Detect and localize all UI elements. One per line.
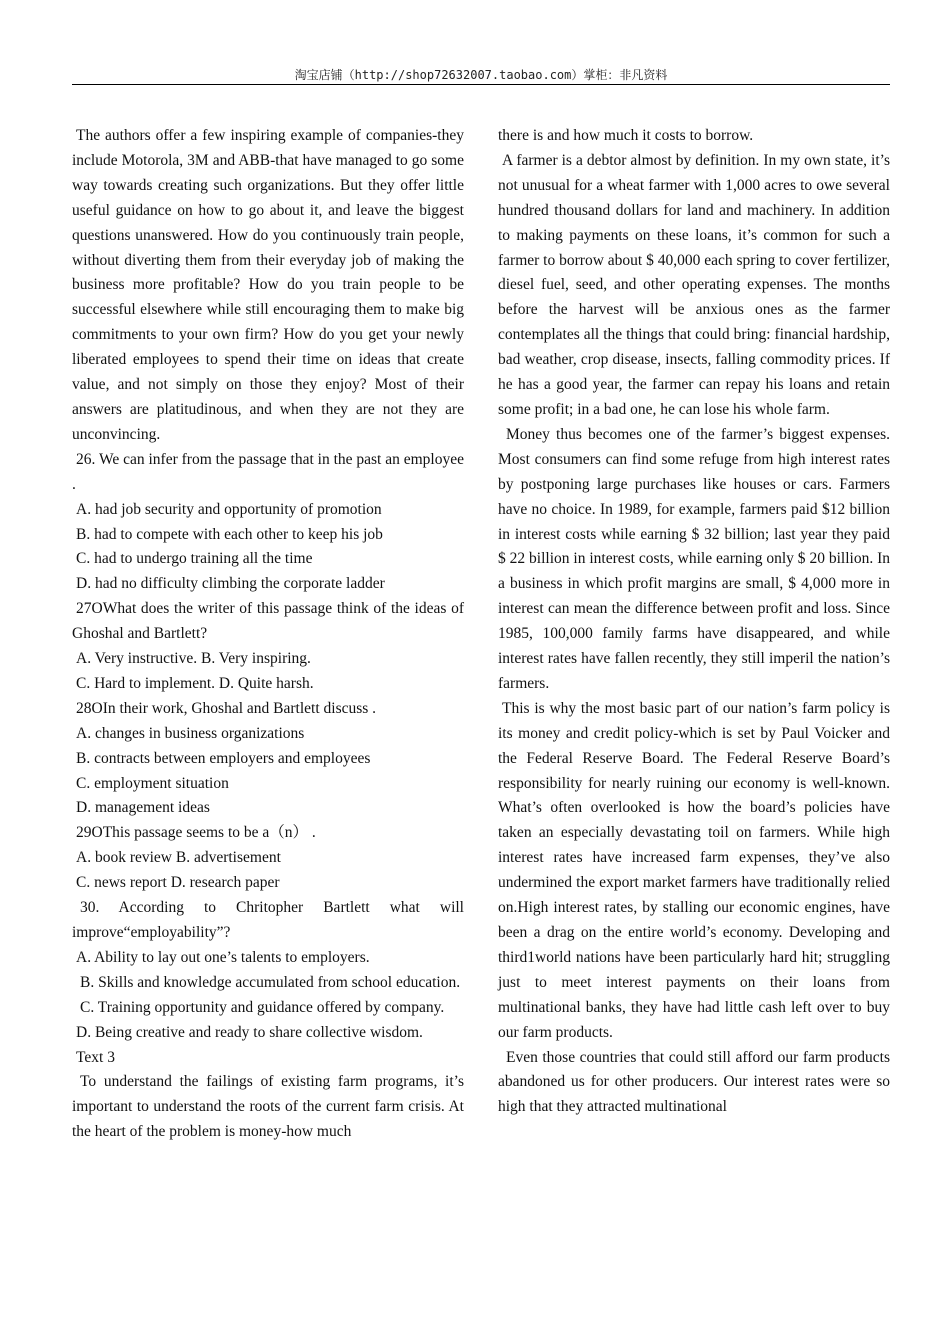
question-26: 26. We can infer from the passage that in the past an employee .: [72, 450, 464, 493]
option-28-b: B. contracts between employers and employees: [76, 749, 371, 767]
section-heading-text-3: Text 3: [76, 1048, 115, 1066]
question-27: 27OWhat does the writer of this passage think of the ideas of Ghoshal and Bartlett?: [72, 600, 464, 643]
options-29-cd: C. news report D. research paper: [76, 874, 280, 892]
page-header: 淘宝店铺（http://shop72632007.taobao.com）掌柜：非凡资料: [294, 68, 668, 82]
right-column: [498, 124, 890, 1120]
options-27-ab: A. Very instructive. B. Very inspiring.: [76, 650, 311, 668]
passage-paragraph: The authors offer a few inspiring example of companies-they include Motorola, 3M and ABB-that have managed to go some way towards creating such organizations. But they offer little useful guidance on how to go about it, and leave the biggest questions unanswered. How do you continuously train people, without diverting them from their everyday job of making the business more profitable? How do you train people to be successful elsewhere while still encouraging them to make big commitments to your own firm? How do you get your newly liberated employees to spend their time on ideas that create value, and not simply on those they enjoy? Most of their answers are platitudinous, and when they are not they are unconvincing.: [72, 127, 464, 443]
option-26-a: A. had job security and opportunity of promotion: [76, 500, 382, 518]
header-rule: [72, 84, 890, 85]
option-30-a: A. Ability to lay out one’s talents to employers.: [76, 948, 370, 966]
text-3-paragraph-2: A farmer is a debtor almost by definition. In my own state, it’s not unusual for a wheat farmer with 1,000 acres to owe several hundred thousand dollars for land and machinery. In addition to making payments on these loans, it’s common for such a farmer to borrow about $ 40,000 each spring to cover fertilizer, diesel fuel, seed, and other operating expenses. The months before the harvest will be anxious ones as the farmer contemplates all the things that could bring: financial hardship, bad weather, crop disease, insects, falling commodity prices. If he has a good year, the farmer can repay his loans and retain some profit; in a bad one, he can lose his whole farm.: [498, 151, 890, 418]
option-26-b: B. had to compete with each other to keep his job: [76, 525, 383, 543]
text-3-paragraph-4: This is why the most basic part of our nation’s farm policy is its money and credit policy-which is set by Paul Voicker and the Federal Reserve Board. The Federal Reserve Board’s responsibility for nearly ruining our economy is well-known. What’s often overlooked is how the board’s policies have taken an especially devastating toil on farmers. While high interest rates have increased farm expenses, they’ve also undermined the export market farmers have traditionally relied on.High interest rates, by stalling our economic engines, have been a drag on the entire world’s economy. Developing and third1world nations have been particularly hard hit; struggling just to meet interest payments on their loans from multinational banks, they have had little cash left over to buy our farm products.: [498, 699, 890, 1041]
text-3-continuation: there is and how much it costs to borrow.: [498, 127, 754, 144]
options-27-cd: C. Hard to implement. D. Quite harsh.: [76, 674, 314, 692]
option-26-c: C. had to undergo training all the time: [76, 550, 313, 568]
text-3-paragraph-3: Money thus becomes one of the farmer’s biggest expenses. Most consumers can find some refuge from high interest rates by postponing large purchases like houses or cars. Farmers have no choice. In 1989, for example, farmers paid $12 billion in interest costs while earning $ 32 billion; last year they paid $ 22 billion in interest costs, while earning only $ 20 billion. In a business in which profit margins are small, $ 4,000 more in interest can mean the difference between profit and loss. Since 1985, 100,000 family farms have disappeared, and while interest rates have fallen recently, they still imperil the nation’s farmers.: [498, 425, 890, 692]
option-26-d: D. had no difficulty climbing the corporate ladder: [76, 575, 385, 593]
left-column: [72, 124, 464, 1145]
option-28-a: A. changes in business organizations: [76, 724, 305, 742]
option-28-d: D. management ideas: [76, 799, 210, 817]
option-30-d: D. Being creative and ready to share collective wisdom.: [76, 1023, 423, 1041]
question-28: 28OIn their work, Ghoshal and Bartlett discuss .: [76, 699, 377, 717]
question-29: 29OThis passage seems to be a（n） .: [76, 824, 316, 842]
options-29-ab: A. book review B. advertisement: [76, 849, 281, 867]
text-3-paragraph-1: To understand the failings of existing farm programs, it’s important to understand the roots of the current farm crisis. At the heart of the problem is money-how much: [72, 1073, 464, 1141]
option-28-c: C. employment situation: [76, 774, 229, 792]
option-30-b: B. Skills and knowledge accumulated from school education.: [80, 973, 461, 991]
question-30: 30. According to Chritopher Bartlett what will improve“employability”?: [72, 899, 464, 941]
option-30-c: C. Training opportunity and guidance offered by company.: [80, 998, 445, 1016]
text-3-paragraph-5: Even those countries that could still afford our farm products abandoned us for other producers. Our interest rates were so high that they attracted multinational: [498, 1048, 890, 1116]
